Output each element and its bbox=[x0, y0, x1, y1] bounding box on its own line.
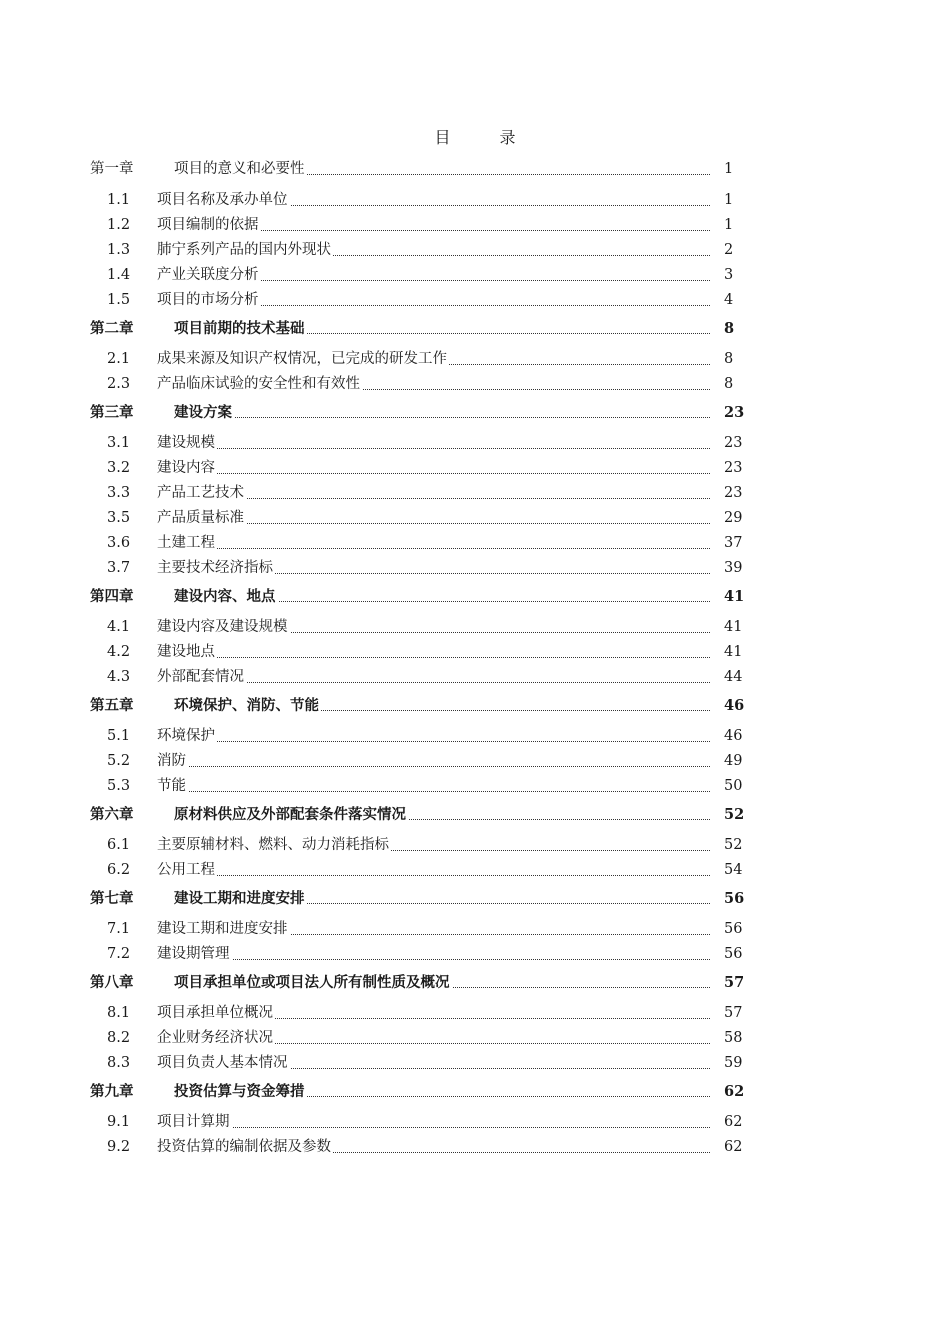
chapter-page-number: 62 bbox=[724, 1083, 745, 1100]
chapter-title-leader bbox=[174, 886, 710, 911]
section-title-leader bbox=[157, 1051, 710, 1076]
toc-chapter-row[interactable] bbox=[90, 802, 750, 827]
section-number: 7.2 bbox=[107, 946, 131, 962]
section-page-number: 58 bbox=[724, 1030, 743, 1046]
section-title-leader bbox=[157, 749, 710, 774]
section-title: 项目编制的依据 bbox=[157, 217, 259, 233]
chapter-page-number: 56 bbox=[724, 890, 745, 907]
section-page-number: 41 bbox=[724, 619, 743, 635]
section-number: 2.3 bbox=[107, 376, 131, 392]
chapter-title-leader bbox=[174, 584, 710, 609]
section-page-number: 49 bbox=[724, 753, 743, 769]
toc-section-row[interactable] bbox=[90, 238, 750, 263]
section-number: 7.1 bbox=[107, 921, 131, 937]
section-number: 4.3 bbox=[107, 669, 131, 685]
section-title-leader bbox=[157, 213, 710, 238]
section-number: 6.2 bbox=[107, 862, 131, 878]
chapter-title: 环境保护、消防、节能 bbox=[174, 697, 319, 714]
chapter-number: 第八章 bbox=[90, 974, 134, 991]
section-title: 项目的市场分析 bbox=[157, 292, 259, 308]
chapter-page-number: 52 bbox=[724, 806, 745, 823]
section-number: 8.3 bbox=[107, 1055, 131, 1071]
chapter-title-leader bbox=[174, 1079, 710, 1104]
chapter-number: 第三章 bbox=[90, 404, 134, 421]
section-page-number: 62 bbox=[724, 1139, 743, 1155]
section-title: 项目计算期 bbox=[157, 1114, 230, 1130]
toc-section-row[interactable] bbox=[90, 917, 750, 942]
toc-section-row[interactable] bbox=[90, 372, 750, 397]
section-page-number: 44 bbox=[724, 669, 743, 685]
section-title-leader bbox=[157, 188, 710, 213]
toc-section-row[interactable] bbox=[90, 1110, 750, 1135]
toc-section-row[interactable] bbox=[90, 288, 750, 313]
chapter-title: 建设内容、地点 bbox=[174, 588, 276, 605]
section-title: 消防 bbox=[157, 753, 186, 769]
section-title-leader bbox=[157, 238, 710, 263]
toc-section-row[interactable] bbox=[90, 640, 750, 665]
section-page-number: 23 bbox=[724, 435, 743, 451]
section-title: 主要原辅材料、燃料、动力消耗指标 bbox=[157, 837, 389, 853]
section-title: 土建工程 bbox=[157, 535, 215, 551]
chapter-number: 第五章 bbox=[90, 697, 134, 714]
section-title-leader bbox=[157, 1135, 710, 1160]
section-title-leader bbox=[157, 347, 710, 372]
section-title: 产业关联度分析 bbox=[157, 267, 259, 283]
section-page-number: 8 bbox=[724, 351, 734, 367]
section-number: 4.1 bbox=[107, 619, 131, 635]
section-title: 成果来源及知识产权情况，已完成的研发工作 bbox=[157, 351, 447, 367]
section-number: 3.1 bbox=[107, 435, 131, 451]
toc-title: 目 录 bbox=[434, 128, 538, 147]
toc-chapter-row[interactable] bbox=[90, 693, 750, 718]
section-title: 建设内容 bbox=[157, 460, 215, 476]
toc-chapter-row[interactable] bbox=[90, 970, 750, 995]
chapter-number: 第七章 bbox=[90, 890, 134, 907]
chapter-number: 第一章 bbox=[90, 161, 134, 177]
section-title: 建设工期和进度安排 bbox=[157, 921, 288, 937]
section-number: 3.2 bbox=[107, 460, 131, 476]
section-page-number: 39 bbox=[724, 560, 743, 576]
section-number: 4.2 bbox=[107, 644, 131, 660]
section-page-number: 23 bbox=[724, 460, 743, 476]
toc-section-row[interactable] bbox=[90, 456, 750, 481]
section-number: 8.2 bbox=[107, 1030, 131, 1046]
section-page-number: 1 bbox=[724, 217, 734, 233]
section-number: 9.2 bbox=[107, 1139, 131, 1155]
chapter-page-number: 23 bbox=[724, 404, 745, 421]
chapter-title-leader bbox=[174, 316, 710, 341]
section-number: 6.1 bbox=[107, 837, 131, 853]
toc-section-row[interactable] bbox=[90, 188, 750, 213]
section-title-leader bbox=[157, 506, 710, 531]
chapter-title-leader bbox=[174, 157, 710, 182]
toc-section-row[interactable] bbox=[90, 942, 750, 967]
section-page-number: 52 bbox=[724, 837, 743, 853]
section-title-leader bbox=[157, 640, 710, 665]
toc-section-row[interactable] bbox=[90, 263, 750, 288]
chapter-title: 项目承担单位或项目法人所有制性质及概况 bbox=[174, 974, 450, 991]
section-page-number: 46 bbox=[724, 728, 743, 744]
section-title-leader bbox=[157, 1110, 710, 1135]
table-of-contents bbox=[90, 157, 750, 1160]
chapter-page-number: 46 bbox=[724, 697, 745, 714]
chapter-number: 第九章 bbox=[90, 1083, 134, 1100]
section-number: 2.1 bbox=[107, 351, 131, 367]
chapter-title: 建设方案 bbox=[174, 404, 232, 421]
section-title-leader bbox=[157, 724, 710, 749]
section-title-leader bbox=[157, 1026, 710, 1051]
chapter-number: 第六章 bbox=[90, 806, 134, 823]
toc-section-row[interactable] bbox=[90, 774, 750, 799]
section-title-leader bbox=[157, 456, 710, 481]
chapter-title-leader bbox=[174, 970, 710, 995]
section-number: 1.1 bbox=[107, 192, 131, 208]
section-page-number: 23 bbox=[724, 485, 743, 501]
toc-section-row[interactable] bbox=[90, 749, 750, 774]
section-page-number: 37 bbox=[724, 535, 743, 551]
toc-chapter-row[interactable] bbox=[90, 157, 750, 182]
chapter-page-number: 57 bbox=[724, 974, 745, 991]
toc-section-row[interactable] bbox=[90, 1051, 750, 1076]
section-number: 3.3 bbox=[107, 485, 131, 501]
section-title: 节能 bbox=[157, 778, 186, 794]
section-title: 项目承担单位概况 bbox=[157, 1005, 273, 1021]
section-page-number: 59 bbox=[724, 1055, 743, 1071]
section-title: 产品工艺技术 bbox=[157, 485, 244, 501]
section-title-leader bbox=[157, 556, 710, 581]
section-page-number: 54 bbox=[724, 862, 743, 878]
section-title: 外部配套情况 bbox=[157, 669, 244, 685]
section-title-leader bbox=[157, 1001, 710, 1026]
toc-section-row[interactable] bbox=[90, 1135, 750, 1160]
section-title: 环境保护 bbox=[157, 728, 215, 744]
toc-chapter-row[interactable] bbox=[90, 316, 750, 341]
section-number: 1.4 bbox=[107, 267, 131, 283]
section-number: 3.6 bbox=[107, 535, 131, 551]
section-page-number: 57 bbox=[724, 1005, 743, 1021]
toc-section-row[interactable] bbox=[90, 665, 750, 690]
section-number: 3.7 bbox=[107, 560, 131, 576]
section-title-leader bbox=[157, 481, 710, 506]
toc-section-row[interactable] bbox=[90, 615, 750, 640]
section-number: 5.3 bbox=[107, 778, 131, 794]
section-title: 建设规模 bbox=[157, 435, 215, 451]
section-title: 主要技术经济指标 bbox=[157, 560, 273, 576]
section-number: 1.2 bbox=[107, 217, 131, 233]
section-page-number: 41 bbox=[724, 644, 743, 660]
section-page-number: 50 bbox=[724, 778, 743, 794]
section-page-number: 4 bbox=[724, 292, 734, 308]
section-page-number: 2 bbox=[724, 242, 734, 258]
section-title: 建设期管理 bbox=[157, 946, 230, 962]
chapter-page-number: 41 bbox=[724, 588, 745, 605]
chapter-title: 原材料供应及外部配套条件落实情况 bbox=[174, 806, 406, 823]
section-title: 建设地点 bbox=[157, 644, 215, 660]
section-title-leader bbox=[157, 774, 710, 799]
chapter-page-number: 8 bbox=[724, 320, 735, 337]
chapter-title-leader bbox=[174, 802, 710, 827]
toc-section-row[interactable] bbox=[90, 556, 750, 581]
section-page-number: 3 bbox=[724, 267, 734, 283]
section-page-number: 29 bbox=[724, 510, 743, 526]
chapter-title-leader bbox=[174, 693, 710, 718]
toc-section-row[interactable] bbox=[90, 1001, 750, 1026]
section-title: 肺宁系列产品的国内外现状 bbox=[157, 242, 331, 258]
chapter-title: 项目前期的技术基础 bbox=[174, 320, 305, 337]
toc-section-row[interactable] bbox=[90, 724, 750, 749]
section-title-leader bbox=[157, 917, 710, 942]
section-title-leader bbox=[157, 942, 710, 967]
toc-section-row[interactable] bbox=[90, 531, 750, 556]
section-number: 5.2 bbox=[107, 753, 131, 769]
section-title-leader bbox=[157, 858, 710, 883]
toc-chapter-row[interactable] bbox=[90, 584, 750, 609]
section-title: 公用工程 bbox=[157, 862, 215, 878]
section-page-number: 56 bbox=[724, 946, 743, 962]
section-title-leader bbox=[157, 833, 710, 858]
section-title-leader bbox=[157, 263, 710, 288]
section-title: 产品临床试验的安全性和有效性 bbox=[157, 376, 360, 392]
section-title-leader bbox=[157, 531, 710, 556]
toc-chapter-row[interactable] bbox=[90, 886, 750, 911]
chapter-title: 建设工期和进度安排 bbox=[174, 890, 305, 907]
section-title: 产品质量标准 bbox=[157, 510, 244, 526]
chapter-title: 项目的意义和必要性 bbox=[174, 161, 305, 177]
toc-chapter-row[interactable] bbox=[90, 1079, 750, 1104]
section-title-leader bbox=[157, 431, 710, 456]
section-number: 1.5 bbox=[107, 292, 131, 308]
toc-section-row[interactable] bbox=[90, 858, 750, 883]
section-number: 9.1 bbox=[107, 1114, 131, 1130]
toc-section-row[interactable] bbox=[90, 213, 750, 238]
toc-section-row[interactable] bbox=[90, 431, 750, 456]
chapter-title: 投资估算与资金筹措 bbox=[174, 1083, 305, 1100]
section-page-number: 1 bbox=[724, 192, 734, 208]
section-title: 项目名称及承办单位 bbox=[157, 192, 288, 208]
section-page-number: 8 bbox=[724, 376, 734, 392]
toc-section-row[interactable] bbox=[90, 506, 750, 531]
toc-section-row[interactable] bbox=[90, 347, 750, 372]
section-number: 1.3 bbox=[107, 242, 131, 258]
section-number: 5.1 bbox=[107, 728, 131, 744]
section-title-leader bbox=[157, 288, 710, 313]
section-title: 建设内容及建设规模 bbox=[157, 619, 288, 635]
chapter-page-number: 1 bbox=[724, 161, 734, 177]
section-number: 3.5 bbox=[107, 510, 131, 526]
section-page-number: 56 bbox=[724, 921, 743, 937]
toc-section-row[interactable] bbox=[90, 1026, 750, 1051]
section-title: 项目负责人基本情况 bbox=[157, 1055, 288, 1071]
chapter-number: 第二章 bbox=[90, 320, 134, 337]
toc-section-row[interactable] bbox=[90, 833, 750, 858]
chapter-title-leader bbox=[174, 400, 710, 425]
chapter-number: 第四章 bbox=[90, 588, 134, 605]
toc-chapter-row[interactable] bbox=[90, 400, 750, 425]
section-number: 8.1 bbox=[107, 1005, 131, 1021]
section-title-leader bbox=[157, 615, 710, 640]
toc-section-row[interactable] bbox=[90, 481, 750, 506]
section-title-leader bbox=[157, 665, 710, 690]
section-page-number: 62 bbox=[724, 1114, 743, 1130]
section-title: 企业财务经济状况 bbox=[157, 1030, 273, 1046]
section-title-leader bbox=[157, 372, 710, 397]
section-title: 投资估算的编制依据及参数 bbox=[157, 1139, 331, 1155]
